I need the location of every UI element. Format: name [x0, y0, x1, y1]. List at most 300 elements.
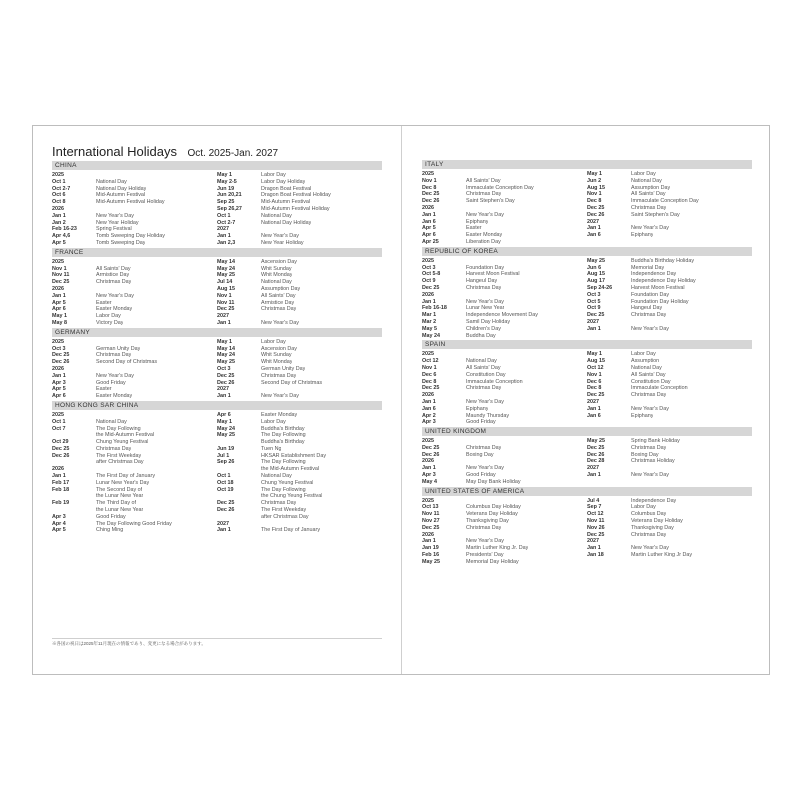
holiday-name: Good Friday — [466, 419, 496, 426]
holiday-name: Hangeul Day — [631, 305, 663, 312]
holiday-name: Independence Day Holiday — [631, 278, 696, 285]
holiday-name: National Day — [261, 212, 292, 219]
holiday-name: National Day — [261, 473, 292, 480]
holiday-row — [52, 179, 217, 186]
holiday-row — [587, 171, 752, 178]
holiday-date: Oct 3 — [587, 291, 601, 298]
holiday-columns — [52, 412, 382, 534]
holiday-row — [217, 279, 382, 286]
holiday-row — [587, 498, 752, 505]
holiday-row — [587, 472, 752, 479]
holiday-column — [52, 339, 217, 400]
holiday-row — [422, 552, 587, 559]
holiday-name: Easter — [466, 225, 482, 232]
holiday-row — [52, 386, 217, 393]
holiday-date: Dec 25 — [52, 352, 70, 359]
holiday-column — [587, 438, 752, 486]
holiday-name: National Day — [631, 177, 662, 184]
country-header: GERMANY — [52, 328, 382, 337]
holiday-row — [52, 527, 217, 534]
date-range: Oct. 2025-Jan. 2027 — [187, 148, 279, 159]
holiday-name: The First Day of January — [261, 527, 321, 534]
holiday-row — [422, 212, 587, 219]
holiday-date: Aug 17 — [587, 278, 605, 285]
holiday-date: Apr 5 — [422, 225, 436, 232]
holiday-date: Jun 20,21 — [217, 192, 242, 199]
holiday-date: May 25 — [217, 432, 235, 439]
country-header: SPAIN — [422, 340, 752, 349]
holiday-column — [52, 259, 217, 327]
holiday-row — [217, 213, 382, 220]
holiday-date: Jan 1 — [422, 538, 436, 545]
holiday-row — [52, 306, 217, 313]
holiday-name: Immaculate Conception Day — [466, 184, 534, 191]
holiday-date: Jan 1 — [52, 292, 66, 299]
holiday-row — [217, 172, 382, 179]
holiday-date: Oct 3 — [52, 345, 66, 352]
holiday-date: Dec 26 — [422, 451, 440, 458]
holiday-row — [587, 265, 752, 272]
year-row — [587, 399, 752, 406]
holiday-name: German Unity Day — [96, 345, 141, 352]
holiday-name: Buddha Day — [466, 332, 496, 339]
holiday-row — [217, 453, 382, 460]
holiday-name: The First Day of January — [96, 473, 156, 480]
holiday-row — [422, 445, 587, 452]
holiday-row — [217, 493, 382, 500]
holiday-column — [217, 172, 382, 247]
holiday-date: Oct 3 — [217, 365, 231, 372]
holiday-row — [217, 412, 382, 419]
holiday-date: Jan 1 — [422, 398, 436, 405]
holiday-name: Chung Yeung Festival — [261, 479, 314, 486]
holiday-row — [422, 191, 587, 198]
year-label: 2025 — [52, 258, 64, 265]
holiday-name: Memorial Day — [631, 264, 665, 271]
holiday-row — [52, 500, 217, 507]
country-section — [422, 340, 752, 426]
country-header: UNITED STATES OF AMERICA — [422, 487, 752, 496]
holiday-row — [422, 419, 587, 426]
holiday-column — [422, 438, 587, 486]
holiday-date: Feb 18 — [52, 486, 70, 493]
year-row — [422, 258, 587, 265]
holiday-date: May 14 — [217, 345, 235, 352]
holiday-name: the Mid-Autumn Festival — [96, 432, 155, 439]
holiday-row — [52, 313, 217, 320]
year-row — [52, 366, 217, 373]
year-label: 2025 — [422, 171, 434, 177]
holiday-name: Labor Day Holiday — [261, 178, 306, 185]
holiday-name: Buddha's Birthday — [261, 425, 305, 432]
year-label: 2026 — [422, 204, 434, 211]
holiday-date: May 1 — [587, 171, 602, 177]
year-label: 2026 — [52, 365, 64, 372]
holiday-row — [217, 432, 382, 439]
holiday-name: Christmas Day — [96, 445, 132, 452]
holiday-date: May 1 — [52, 313, 67, 320]
year-row — [422, 438, 587, 445]
holiday-row — [587, 305, 752, 312]
holiday-row — [587, 198, 752, 205]
holiday-name: Immaculate Conception Day — [631, 198, 699, 205]
holiday-date: Apr 4 — [52, 520, 66, 527]
holiday-date: Jan 6 — [587, 412, 601, 419]
holiday-name: Christmas Day — [261, 372, 297, 379]
holiday-row — [217, 426, 382, 433]
holiday-name: Assumption — [631, 358, 660, 365]
holiday-date: May 4 — [422, 478, 437, 485]
holiday-row — [52, 473, 217, 480]
holiday-date: Jan 1 — [587, 405, 601, 412]
holiday-name: New Year's Day — [466, 465, 504, 472]
holiday-name: Easter Monday — [96, 393, 133, 400]
year-label: 2027 — [587, 538, 599, 545]
holiday-row — [587, 445, 752, 452]
holiday-row — [217, 272, 382, 279]
holiday-name: after Christmas Day — [261, 513, 309, 520]
holiday-name: Easter Monday — [96, 306, 133, 313]
holiday-date: Oct 29 — [52, 439, 69, 446]
holiday-row — [52, 380, 217, 387]
holiday-row — [422, 545, 587, 552]
holiday-date: May 24 — [217, 425, 235, 432]
holiday-date: Oct 12 — [422, 358, 439, 365]
holiday-row — [52, 487, 217, 494]
holiday-date: Dec 26 — [587, 451, 605, 458]
holiday-date: Apr 2 — [422, 412, 436, 419]
holiday-date: Nov 26 — [587, 524, 605, 531]
year-row — [52, 286, 217, 293]
holiday-date: Jan 1 — [52, 372, 66, 379]
holiday-row — [422, 452, 587, 459]
holiday-date: Nov 1 — [422, 364, 437, 371]
holiday-row — [52, 521, 217, 528]
holiday-row — [217, 199, 382, 206]
year-label: 2027 — [587, 218, 599, 225]
holiday-name: Christmas Day — [466, 385, 502, 392]
holiday-row — [217, 419, 382, 426]
holiday-name: The Day Following — [261, 486, 306, 493]
holiday-date: Dec 28 — [587, 458, 605, 465]
holiday-date: Jan 1 — [587, 325, 601, 332]
holiday-date: Jan 1 — [422, 465, 436, 472]
holiday-name: Tomb Sweeping Day Holiday — [96, 233, 165, 240]
holiday-date: Dec 6 — [422, 371, 437, 378]
year-row — [422, 171, 587, 178]
holiday-name: Labor Day — [261, 418, 286, 425]
holiday-name: Mid-Autumn Festival Holiday — [96, 199, 165, 206]
holiday-date: Dec 25 — [52, 279, 70, 286]
holiday-name: New Year's Day — [466, 211, 504, 218]
holiday-name: Christmas Day — [631, 531, 667, 538]
holiday-date: May 24 — [422, 332, 440, 339]
holiday-date: Feb 16-18 — [422, 305, 447, 312]
holiday-date: Jan 1 — [217, 393, 231, 400]
holiday-row — [52, 453, 217, 460]
holiday-date: Oct 12 — [587, 511, 604, 518]
holiday-date: Oct 7 — [52, 425, 66, 432]
holiday-name: Constitution Day — [631, 378, 671, 385]
holiday-date: Nov 11 — [52, 272, 70, 279]
holiday-date: Feb 17 — [52, 479, 70, 486]
holiday-name: New Year's Day — [96, 212, 134, 219]
holiday-row — [587, 413, 752, 420]
holiday-date: Oct 9 — [422, 278, 436, 285]
holiday-name: Labor Day — [261, 338, 286, 345]
holiday-date: Feb 19 — [52, 500, 70, 507]
holiday-date: Jan 1 — [52, 473, 66, 480]
holiday-name: Mid-Autumn Festival Holiday — [261, 205, 330, 212]
holiday-name: New Year's Day — [631, 472, 669, 479]
year-label: 2027 — [587, 465, 599, 472]
holiday-row — [422, 504, 587, 511]
holiday-date — [217, 439, 261, 446]
holiday-date: Apr 5 — [52, 386, 66, 393]
holiday-name: National Day — [96, 418, 127, 425]
holiday-date: Oct 1 — [217, 212, 231, 219]
holiday-date: Dec 26 — [52, 359, 70, 366]
holiday-date: Oct 2-7 — [217, 219, 236, 226]
holiday-date: Oct 13 — [422, 504, 439, 511]
year-row — [587, 538, 752, 545]
holiday-row — [587, 278, 752, 285]
year-label: 2025 — [422, 257, 434, 264]
holiday-row — [587, 212, 752, 219]
holiday-date: May 1 — [217, 338, 232, 345]
holiday-date: Dec 25 — [52, 445, 70, 452]
country-section — [422, 160, 752, 246]
holiday-date: Jan 1 — [217, 233, 231, 240]
holiday-date: Apr 6 — [52, 393, 66, 400]
holiday-row — [422, 312, 587, 319]
holiday-date: Dec 25 — [587, 312, 605, 319]
holiday-row — [422, 239, 587, 246]
holiday-name: Epiphany — [631, 232, 654, 239]
holiday-row — [587, 225, 752, 232]
holiday-row — [217, 393, 382, 400]
year-row — [422, 458, 587, 465]
holiday-name: the Lunar New Year — [96, 493, 144, 500]
holiday-name: The Third Day of — [96, 500, 137, 507]
year-label: 2027 — [217, 313, 229, 320]
holiday-date: Oct 12 — [587, 364, 604, 371]
holiday-date: Oct 8 — [52, 199, 66, 206]
holiday-date: Oct 5-8 — [422, 271, 441, 278]
holiday-row — [217, 266, 382, 273]
holiday-row — [52, 493, 217, 500]
holiday-date: Dec 26 — [52, 452, 70, 459]
holiday-row — [217, 346, 382, 353]
holiday-name: National Day — [466, 358, 497, 365]
right-country-list — [422, 160, 752, 566]
year-row — [217, 313, 382, 320]
holiday-name: Independence Day — [631, 497, 677, 504]
holiday-row — [52, 507, 217, 514]
year-row — [587, 219, 752, 226]
holiday-date: Oct 1 — [52, 178, 66, 185]
holiday-name: All Saints' Day — [261, 292, 296, 299]
year-label: 2027 — [217, 386, 229, 393]
holiday-date: Dec 8 — [587, 198, 602, 205]
holiday-date: May 24 — [217, 265, 235, 272]
holiday-name: Labor Day — [631, 171, 656, 177]
holiday-date: Jul 14 — [217, 279, 233, 286]
holiday-row — [217, 179, 382, 186]
holiday-row — [52, 272, 217, 279]
holiday-name: Mid-Autumn Festival — [96, 192, 146, 199]
holiday-name: May Day Bank Holiday — [466, 478, 521, 485]
holiday-row — [422, 406, 587, 413]
holiday-row — [217, 459, 382, 466]
holiday-row — [422, 413, 587, 420]
holiday-row — [587, 452, 752, 459]
country-header: UNITED KINGDOM — [422, 427, 752, 436]
holiday-row — [422, 185, 587, 192]
holiday-row — [217, 446, 382, 453]
holiday-name: Christmas Day — [631, 312, 667, 319]
year-label: 2026 — [422, 531, 434, 538]
holiday-date: Aug 15 — [587, 184, 605, 191]
holiday-row — [587, 372, 752, 379]
holiday-date: Sep 24-26 — [587, 284, 613, 291]
holiday-date: Nov 11 — [587, 518, 605, 525]
holiday-column — [422, 258, 587, 340]
country-header: ITALY — [422, 160, 752, 169]
holiday-date: Apr 25 — [422, 238, 439, 245]
holiday-date: Nov 27 — [422, 518, 440, 525]
holiday-date — [217, 493, 261, 500]
year-row — [217, 521, 382, 528]
holiday-row — [587, 271, 752, 278]
holiday-date: Nov 1 — [587, 371, 602, 378]
country-header: HONG KONG SAR CHINA — [52, 401, 382, 410]
year-label: 2027 — [587, 398, 599, 405]
holiday-row — [422, 472, 587, 479]
holiday-date: Aug 15 — [587, 271, 605, 278]
holiday-name: Christmas Day — [96, 352, 132, 359]
holiday-name: National Day — [96, 178, 127, 185]
holiday-date: Apr 6 — [52, 306, 66, 313]
holiday-date: Jan 1 — [217, 319, 231, 326]
holiday-row — [587, 299, 752, 306]
holiday-name: Foundation Day — [631, 291, 670, 298]
holiday-row — [217, 233, 382, 240]
holiday-name: Memorial Day Holiday — [466, 558, 519, 565]
year-row — [422, 292, 587, 299]
holiday-date: May 25 — [587, 438, 605, 445]
holiday-date: May 5 — [422, 325, 437, 332]
holiday-row — [217, 514, 382, 521]
holiday-row — [587, 552, 752, 559]
holiday-date: Oct 9 — [587, 305, 601, 312]
holiday-date: Apr 3 — [52, 513, 66, 520]
holiday-name: Assumption Day — [631, 184, 671, 191]
holiday-name: Ascension Day — [261, 258, 297, 265]
holiday-name: Ching Ming — [96, 527, 124, 534]
holiday-row — [587, 232, 752, 239]
holiday-name: Martin Luther King Jr. Day — [466, 545, 529, 552]
holiday-row — [52, 359, 217, 366]
year-label: 2025 — [52, 411, 64, 418]
holiday-row — [217, 186, 382, 193]
holiday-row — [217, 373, 382, 380]
holiday-name: Harvest Moon Festival — [631, 284, 685, 291]
holiday-row — [52, 226, 217, 233]
holiday-date: Oct 1 — [52, 418, 66, 425]
holiday-name: Victory Day — [96, 319, 124, 326]
holiday-name: The Day Following Good Friday — [96, 520, 172, 527]
holiday-date: Apr 5 — [52, 239, 66, 246]
holiday-date: Aug 15 — [217, 285, 235, 292]
holiday-row — [217, 339, 382, 346]
holiday-row — [587, 326, 752, 333]
holiday-row — [587, 438, 752, 445]
holiday-name: Labor Day — [96, 313, 121, 320]
holiday-column — [587, 351, 752, 426]
holiday-name: Lunar New Year's Day — [96, 479, 150, 486]
holiday-row — [217, 380, 382, 387]
holiday-name: Christmas Day — [261, 500, 297, 507]
holiday-row — [52, 199, 217, 206]
holiday-row — [422, 265, 587, 272]
holiday-row — [217, 220, 382, 227]
holiday-name: New Year's Day — [261, 319, 299, 326]
holiday-row — [587, 511, 752, 518]
holiday-date: Nov 1 — [52, 265, 67, 272]
holiday-row — [422, 379, 587, 386]
holiday-date: Jan 1 — [217, 527, 231, 534]
holiday-columns — [422, 258, 752, 340]
holiday-row — [217, 359, 382, 366]
holiday-date: Jan 1 — [52, 212, 66, 219]
holiday-date: May 8 — [52, 319, 67, 326]
holiday-name: Labor Day — [261, 172, 286, 178]
holiday-row — [587, 365, 752, 372]
holiday-column — [422, 498, 587, 566]
holiday-name: Independence Movement Day — [466, 312, 538, 319]
holiday-name: Dragon Boat Festival Holiday — [261, 192, 331, 199]
holiday-row — [422, 232, 587, 239]
holiday-name: The First Weekday — [261, 507, 307, 514]
holiday-name: Independence Day — [631, 271, 677, 278]
holiday-name: Buddha's Birthday — [261, 439, 305, 446]
country-section — [52, 248, 382, 327]
holiday-date: Dec 8 — [422, 184, 437, 191]
holiday-name: Whit Sunday — [261, 352, 292, 359]
holiday-name: Christmas Holiday — [631, 458, 675, 465]
holiday-date: Oct 18 — [217, 479, 234, 486]
holiday-date: May 1 — [217, 418, 232, 425]
holiday-name: Spring Festival — [96, 226, 132, 233]
holiday-date: Dec 25 — [422, 524, 440, 531]
holiday-row — [422, 225, 587, 232]
holiday-row — [587, 525, 752, 532]
holiday-columns — [422, 351, 752, 426]
holiday-date: Jun 2 — [587, 177, 602, 184]
holiday-row — [422, 305, 587, 312]
holiday-row — [52, 514, 217, 521]
holiday-row — [587, 379, 752, 386]
holiday-row — [422, 333, 587, 340]
holiday-date: Jun 19 — [217, 445, 235, 452]
holiday-name: HKSAR Establishment Day — [261, 452, 327, 459]
holiday-name: Foundation Day — [466, 264, 505, 271]
holiday-row — [422, 178, 587, 185]
holiday-date: Dec 25 — [422, 444, 440, 451]
holiday-date: Dec 26 — [217, 507, 235, 514]
holiday-date: Dec 25 — [422, 191, 440, 198]
